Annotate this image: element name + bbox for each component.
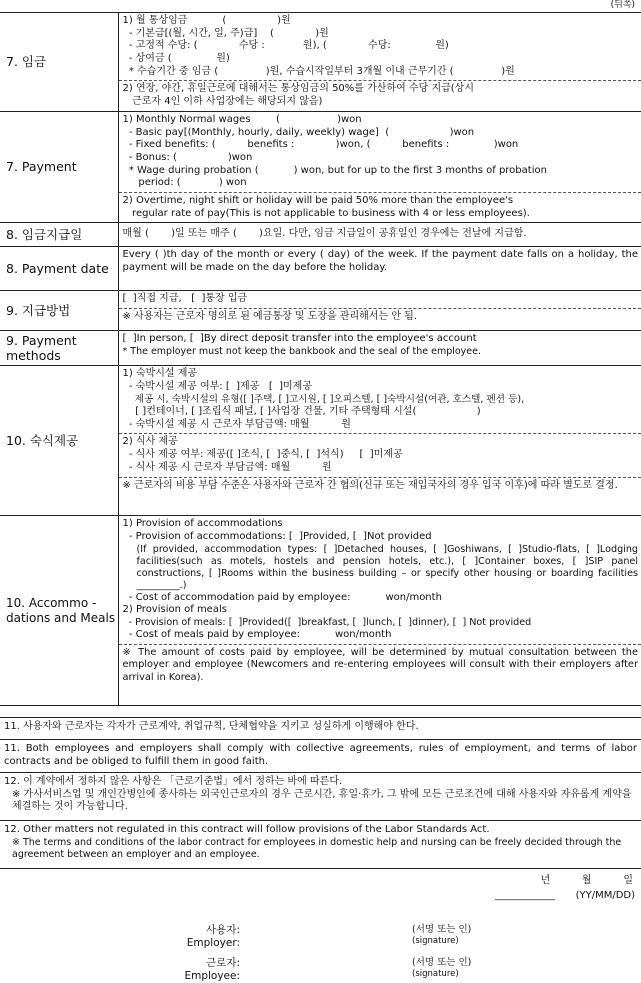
- sign-label-en: (signature): [412, 969, 459, 980]
- section-wage-ko: [0, 13, 641, 112]
- wage-line: 2) 연장, 야간, 휴일근로에 대해서는 통상임금의 50%를 가산하여 수당 지급(상시: [119, 80, 641, 96]
- employee-label-ko: 근로자:: [206, 957, 240, 969]
- wage-line: * 수습기간 중 임금 ( )원, 수습시작일부터 3개월 이내 근무기간 ( )원: [122, 65, 515, 77]
- employee-signature-field[interactable]: [412, 957, 471, 980]
- lodging-line: (If provided, accommodation types: [ ]Detached houses, [ ]Goshiwans, [ ]Studio-flats, [ ]Lodging facilities(such as motels, hostels and pension hotels, etc.), [ ]Container boxes, [ ]SIP panel constructions, [ ]Rooms within the business building – or specify other housing or boarding facilities _________.): [136, 543, 638, 591]
- section-label: 8. 임금지급일: [0, 223, 118, 247]
- lodging-line: 제공 시, 숙박시설의 유형([ ]주택, [ ]고시원, [ ]오피스텔, [ ]숙박시설(여관, 호스텔, 펜션 등),: [122, 393, 525, 405]
- sign-label-ko: (서명 또는 인): [412, 924, 472, 935]
- method-line: [ ]In person, [ ]By direct deposit transfer into the employee's account: [122, 333, 477, 345]
- section-payment-en: [0, 111, 641, 223]
- section-label: 7. 임금: [0, 13, 118, 112]
- employee-label-en: Employee:: [184, 970, 240, 982]
- section-label: 10. 숙식제공: [0, 366, 118, 516]
- clause-12-ko-note: ※ 가사서비스업 및 개인간병인에 종사하는 외국인근로자의 경우 근로시간, 휴일·휴가, 그 밖에 모든 근로조건에 대해 사용자와 자유롭게 계약을 체결하는 것이 가능합니다.: [12, 788, 632, 813]
- section-label: 7. Payment: [0, 111, 118, 223]
- method-line: [ ]직접 지급, [ ]통장 입금: [122, 293, 248, 305]
- employer-signature-field[interactable]: [412, 924, 471, 947]
- wage-line: 1) 월 통상임금 ( )원: [122, 15, 291, 26]
- lodging-line: 2) 식사 제공: [119, 433, 641, 449]
- section-lodging-en: [0, 516, 641, 706]
- lodging-line: - Provision of meals: [ ]Provided([ ]breakfast, [ ]lunch, [ ]dinner), [ ] Not provided: [122, 617, 532, 628]
- payday-line: 매월 ( )일 또는 매주 ( )요일. 다만, 임금 지급일이 공휴일인 경우에는 전날에 지급함.: [122, 228, 527, 240]
- method-note: ※ 사용자는 근로자 명의로 된 예금통장 및 도장을 관리해서는 안 됨.: [119, 308, 641, 324]
- section-label: 9. 지급방법: [0, 291, 118, 331]
- page-note: (뒤쪽): [610, 0, 635, 10]
- sign-label-en: (signature): [412, 936, 459, 947]
- lodging-line: - Cost of meals paid by employee: won/month: [122, 629, 392, 641]
- lodging-line: - Cost of accommodation paid by employee: won/month: [122, 591, 442, 603]
- wage-line: - 고정적 수당: ( 수당 : 원), ( 수당: 원): [122, 40, 449, 52]
- clause-12-ko-text: 12. 이 계약에서 정하지 않은 사항은 「근로기준법」에서 정하는 바에 따른다.: [4, 776, 343, 787]
- date-format: (YY/MM/DD): [575, 890, 635, 901]
- section-payday-en: [0, 247, 641, 291]
- lodging-line: - 식사 제공 여부: 제공([ ]조식, [ ]중식, [ ]석식) [ ]미제공: [122, 448, 403, 460]
- lodging-note: ※ 근로자의 비용 부담 수준은 사용자와 근로자 간 협의(신규 또는 재입국자의 경우 입국 이후)에 따라 별도로 결정.: [119, 477, 641, 493]
- wage-line: - 기본급[(월, 시간, 일, 주)급] ( )원: [122, 27, 329, 39]
- section-method-ko: [0, 291, 641, 331]
- lodging-note: ※ The amount of costs paid by employee, will be determined by mutual consultation between the employer and employee (Newcomers and re-entering employees will consult with their employers after arrival in Korea).: [119, 644, 641, 684]
- lodging-line: 2) Provision of meals: [122, 604, 227, 616]
- payment-line: - Fixed benefits: ( benefits : )won, ( benefits : )won: [122, 139, 519, 151]
- signature-block: [0, 868, 641, 983]
- clause-12-en-text: 12. Other matters not regulated in this contract will follow provisions of the Labor Standards Act.: [4, 824, 490, 835]
- clause-12-en-note: ※ The terms and conditions of the labor contract for employees in domestic help and nursing can be freely decided through the agreement between an employer and an employee.: [12, 836, 622, 860]
- section-label: 10. Accommo -dations and Meals: [0, 516, 118, 706]
- lodging-line: - 숙박시설 제공 여부: [ ]제공 [ ]미제공: [122, 381, 312, 392]
- section-label: 8. Payment date: [0, 247, 118, 291]
- clause-12-en: [0, 820, 641, 868]
- lodging-line: - Provision of accommodations: [ ]Provided, [ ]Not provided: [122, 531, 432, 542]
- clauses: [0, 717, 641, 868]
- section-method-en: [0, 331, 641, 366]
- lodging-line: 1) Provision of accommodations: [122, 518, 283, 530]
- lodging-line: - 숙박시설 제공 시 근로자 부담금액: 매월 원: [122, 418, 351, 430]
- payment-line: 2) Overtime, night shift or holiday will be paid 50% more than the employee's: [119, 192, 641, 208]
- lodging-line: 1) 숙박시설 제공: [122, 368, 198, 380]
- clause-11-ko: 11. 사용자와 근로자는 각자가 근로계약, 취업규칙, 단체협약을 지키고 성실하게 이행해야 한다.: [0, 717, 641, 739]
- sign-label-ko: (서명 또는 인): [412, 957, 472, 968]
- payment-line: period: ( ) won: [122, 177, 247, 189]
- section-label: 9. Payment methods: [0, 331, 118, 366]
- method-line: * The employer must not keep the bankbook and the seal of the employee.: [122, 346, 482, 357]
- section-payday-ko: [0, 223, 641, 247]
- payment-line: * Wage during probation ( ) won, but for up to the first 3 months of probation: [122, 164, 547, 176]
- contract-table: [0, 12, 641, 706]
- lodging-line: - 식사 제공 시 근로자 부담금액: 매월 원: [122, 461, 332, 473]
- clause-11-en: 11. Both employees and employers shall comply with collective agreements, rules of employment, and terms of labor contracts and be obliged to fulfill them in good faith.: [0, 739, 641, 772]
- clause-12-ko: [0, 772, 641, 820]
- employer-label-en: Employer:: [186, 937, 240, 949]
- date-blank: ____________: [495, 890, 555, 901]
- payment-line: - Bonus: ( )won: [122, 151, 253, 163]
- payment-line: - Basic pay[(Monthly, hourly, daily, weekly) wage] ( )won: [122, 126, 475, 138]
- payday-line: Every ( )th day of the month or every ( day) of the week. If the payment date falls on a holiday, the payment will be made on the day before the holiday.: [122, 249, 638, 273]
- date-label: 년 월 일: [540, 875, 633, 886]
- employer-label-ko: 사용자:: [206, 924, 240, 936]
- wage-line: - 상여금 ( 원): [122, 53, 230, 65]
- section-lodging-ko: [0, 366, 641, 516]
- payment-line: regular rate of pay(This is not applicable to business with 4 or less employees).: [122, 207, 530, 219]
- wage-line: 근로자 4인 이하 사업장에는 해당되지 않음): [122, 96, 323, 108]
- lodging-line: [ ]컨테이너, [ ]조립식 패널, [ ]사업장 건물, 기타 주택형태 시설( ): [122, 405, 481, 417]
- payment-line: 1) Monthly Normal wages ( )won: [122, 113, 362, 125]
